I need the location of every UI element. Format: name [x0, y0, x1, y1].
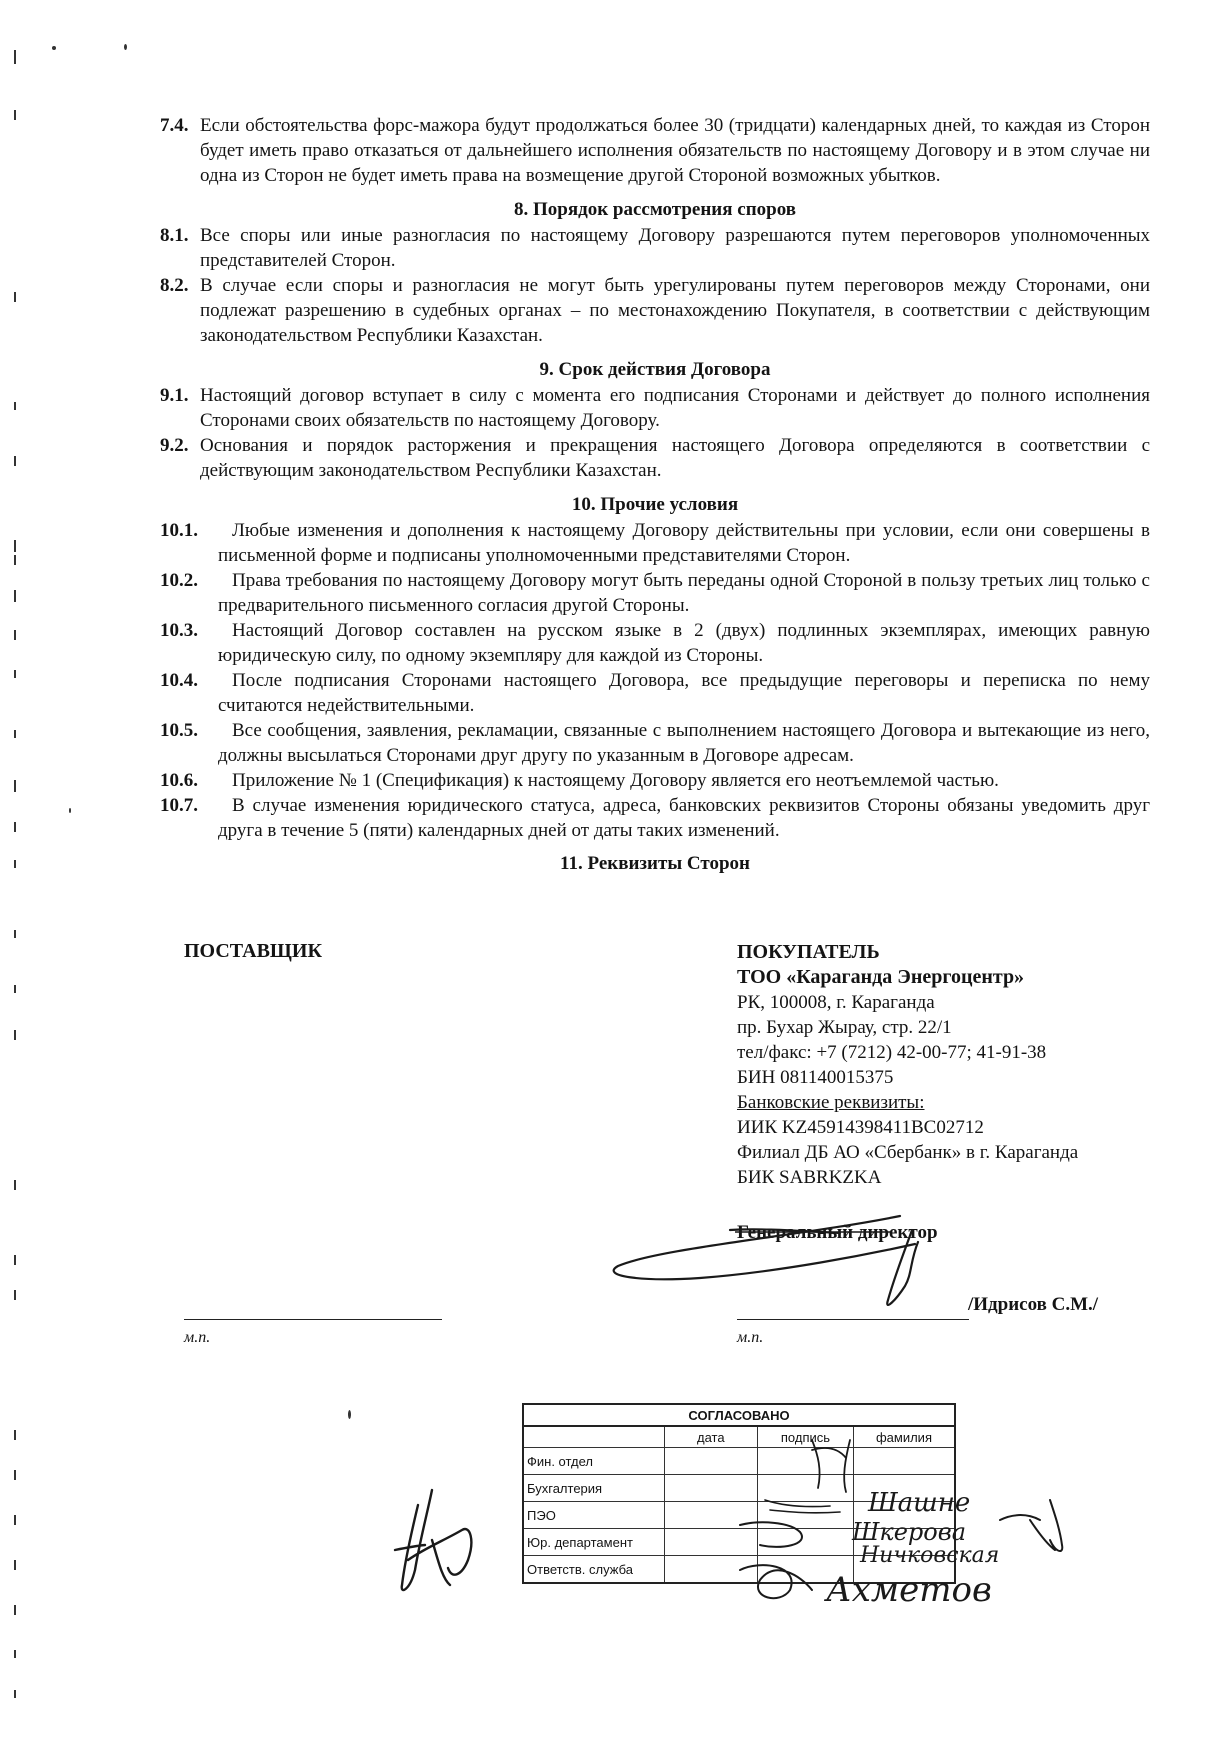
clause-10-7 — [160, 793, 1150, 843]
clause-number: 10.3. — [160, 620, 198, 641]
approval-row-label: Ответств. служба — [523, 1556, 664, 1584]
buyer-bank-label: Банковские реквизиты: — [737, 1092, 925, 1113]
section-10-heading: 10. Прочие условия — [571, 494, 739, 515]
approval-cell-signature — [758, 1448, 854, 1475]
approval-cell-date — [664, 1556, 757, 1584]
clause-number: 10.4. — [160, 670, 198, 691]
approval-title: СОГЛАСОВАНО — [523, 1404, 955, 1426]
buyer-title: ПОКУПАТЕЛЬ — [737, 941, 880, 963]
approval-row-label: Бухгалтерия — [523, 1475, 664, 1502]
clause-text: Все споры или иные разногласия по настоящему Договору разрешаются путем переговоров уполномоченных представителей Сторон. — [200, 225, 1150, 271]
buyer-company: ТОО «Караганда Энергоцентр» — [737, 966, 1025, 988]
buyer-bank-name: Филиал ДБ АО «Сбербанк» в г. Караганда — [737, 1142, 1079, 1163]
clause-text: Любые изменения и дополнения к настоящему Договору действительны при условии, если они совершены в письменной форме и подписаны уполномоченными представителями Сторон. — [218, 520, 1150, 566]
clause-text: В случае если споры и разногласия не могут быть урегулированы путем переговоров между Сторонами, они подлежат разрешению в судебных органах – по местонахождению Покупателя, в соответствии с действующим законодательством Республики Казахстан. — [200, 275, 1150, 346]
scan-speck — [52, 46, 56, 50]
approval-row — [523, 1448, 955, 1475]
clause-number: 10.7. — [160, 795, 198, 816]
clause-text: Настоящий договор вступает в силу с момента его подписания Сторонами и действует до полного исполнения Сторонами своих обязательств по настоящему Договору. — [200, 385, 1150, 431]
approval-row-label: Юр. департамент — [523, 1529, 664, 1556]
section-11-heading: 11. Реквизиты Сторон — [560, 853, 750, 874]
scan-margin-marks — [14, 30, 18, 1730]
approval-row-label: Фин. отдел — [523, 1448, 664, 1475]
scan-speck — [124, 44, 127, 50]
clause-number: 8.2. — [160, 275, 189, 296]
supplier-stamp-label: м.п. — [184, 1329, 211, 1346]
scan-speck — [69, 808, 71, 813]
clause-text: Если обстоятельства форс-мажора будут продолжаться более 30 (тридцати) календарных дней, то каждая из Сторон будет иметь право отказаться от дальнейшего исполнения обязательств по настоящему Договору и в этом случае ни одна из Сторон не будет иметь права на возмещение другой Стороной возможных убытков. — [200, 115, 1150, 186]
handwritten-surname: Шкерова — [852, 1518, 967, 1546]
approval-cell-date — [664, 1448, 757, 1475]
clause-10-6 — [160, 768, 1150, 793]
clause-10-1 — [160, 518, 1150, 568]
buyer-details — [737, 940, 1157, 1190]
clause-number: 10.5. — [160, 720, 198, 741]
clause-9-1 — [160, 383, 1150, 433]
clause-7-4 — [160, 113, 1150, 188]
clause-text: Все сообщения, заявления, рекламации, связанные с выполнением настоящего Договора и вытекающие из него, должны высылаться Сторонами друг другу по указанным в Договоре адресам. — [218, 720, 1150, 766]
buyer-address-city: РК, 100008, г. Караганда — [737, 992, 935, 1013]
clause-8-1 — [160, 223, 1150, 273]
buyer-iik: ИИК KZ45914398411BC02712 — [737, 1117, 984, 1138]
approval-header-date: дата — [664, 1426, 757, 1448]
approval-cell-surname — [853, 1448, 955, 1475]
clause-text: В случае изменения юридического статуса, адреса, банковских реквизитов Стороны обязаны уведомить друг друга в течение 5 (пяти) календарных дней от даты таких изменений. — [218, 795, 1150, 841]
director-title: Генеральный директор — [737, 1222, 938, 1243]
clause-text: Приложение № 1 (Спецификация) к настоящему Договору является его неотъемлемой частью. — [232, 770, 999, 791]
approval-cell-date — [664, 1475, 757, 1502]
clause-10-5 — [160, 718, 1150, 768]
clause-8-2 — [160, 273, 1150, 348]
clause-number: 9.2. — [160, 435, 189, 456]
handwritten-surname: Ничковская — [860, 1543, 1000, 1568]
buyer-signature-line — [737, 1318, 969, 1320]
approval-cell-date — [664, 1502, 757, 1529]
clause-number: 10.6. — [160, 770, 198, 791]
clause-10-3 — [160, 618, 1150, 668]
clause-number: 10.2. — [160, 570, 198, 591]
buyer-bik: БИК SABRKZKA — [737, 1167, 882, 1188]
clause-number: 10.1. — [160, 520, 198, 541]
approval-header-signature: подпись — [758, 1426, 854, 1448]
approval-cell-signature — [758, 1475, 854, 1502]
clause-text: Настоящий Договор составлен на русском языке в 2 (двух) подлинных экземплярах, имеющих равную юридическую силу, по одному экземпляру для каждой из Стороны. — [218, 620, 1150, 666]
clause-10-4 — [160, 668, 1150, 718]
clause-number: 9.1. — [160, 385, 189, 406]
director-name: /Идрисов С.М./ — [968, 1294, 1099, 1315]
clause-10-2 — [160, 568, 1150, 618]
section-8-heading: 8. Порядок рассмотрения споров — [513, 199, 797, 220]
approval-cell-signature — [758, 1502, 854, 1529]
handwritten-surname: Шашне — [868, 1488, 971, 1518]
section-9-heading: 9. Срок действия Договора — [539, 359, 771, 380]
clause-text: Права требования по настоящему Договору могут быть переданы одной Стороной в пользу третьих лиц только с предварительного письменного согласия другой Стороны. — [218, 570, 1150, 616]
approval-header-department — [523, 1426, 664, 1448]
approval-header-surname: фамилия — [853, 1426, 955, 1448]
approval-cell-signature — [758, 1529, 854, 1556]
handwritten-surname: Ахметов — [826, 1570, 992, 1610]
scan-speck — [348, 1410, 351, 1419]
clause-9-2 — [160, 433, 1150, 483]
approval-cell-date — [664, 1529, 757, 1556]
clause-text: После подписания Сторонами настоящего Договора, все предыдущие переговоры и переписка по нему считаются недействительными. — [218, 670, 1150, 716]
clause-text: Основания и порядок расторжения и прекращения настоящего Договора определяются в соответствии с действующим законодательством Республики Казахстан. — [200, 435, 1150, 481]
buyer-stamp-label: м.п. — [737, 1329, 764, 1346]
clause-number: 8.1. — [160, 225, 189, 246]
supplier-signature-line — [184, 1318, 442, 1320]
buyer-phone: тел/факс: +7 (7212) 42-00-77; 41-91-38 — [737, 1042, 1047, 1063]
approval-row-label: ПЭО — [523, 1502, 664, 1529]
supplier-title: ПОСТАВЩИК — [184, 940, 322, 962]
contract-body — [160, 113, 1150, 877]
clause-number: 7.4. — [160, 115, 189, 136]
buyer-bin: БИН 081140015375 — [737, 1067, 894, 1088]
buyer-address-street: пр. Бухар Жырау, стр. 22/1 — [737, 1017, 952, 1038]
